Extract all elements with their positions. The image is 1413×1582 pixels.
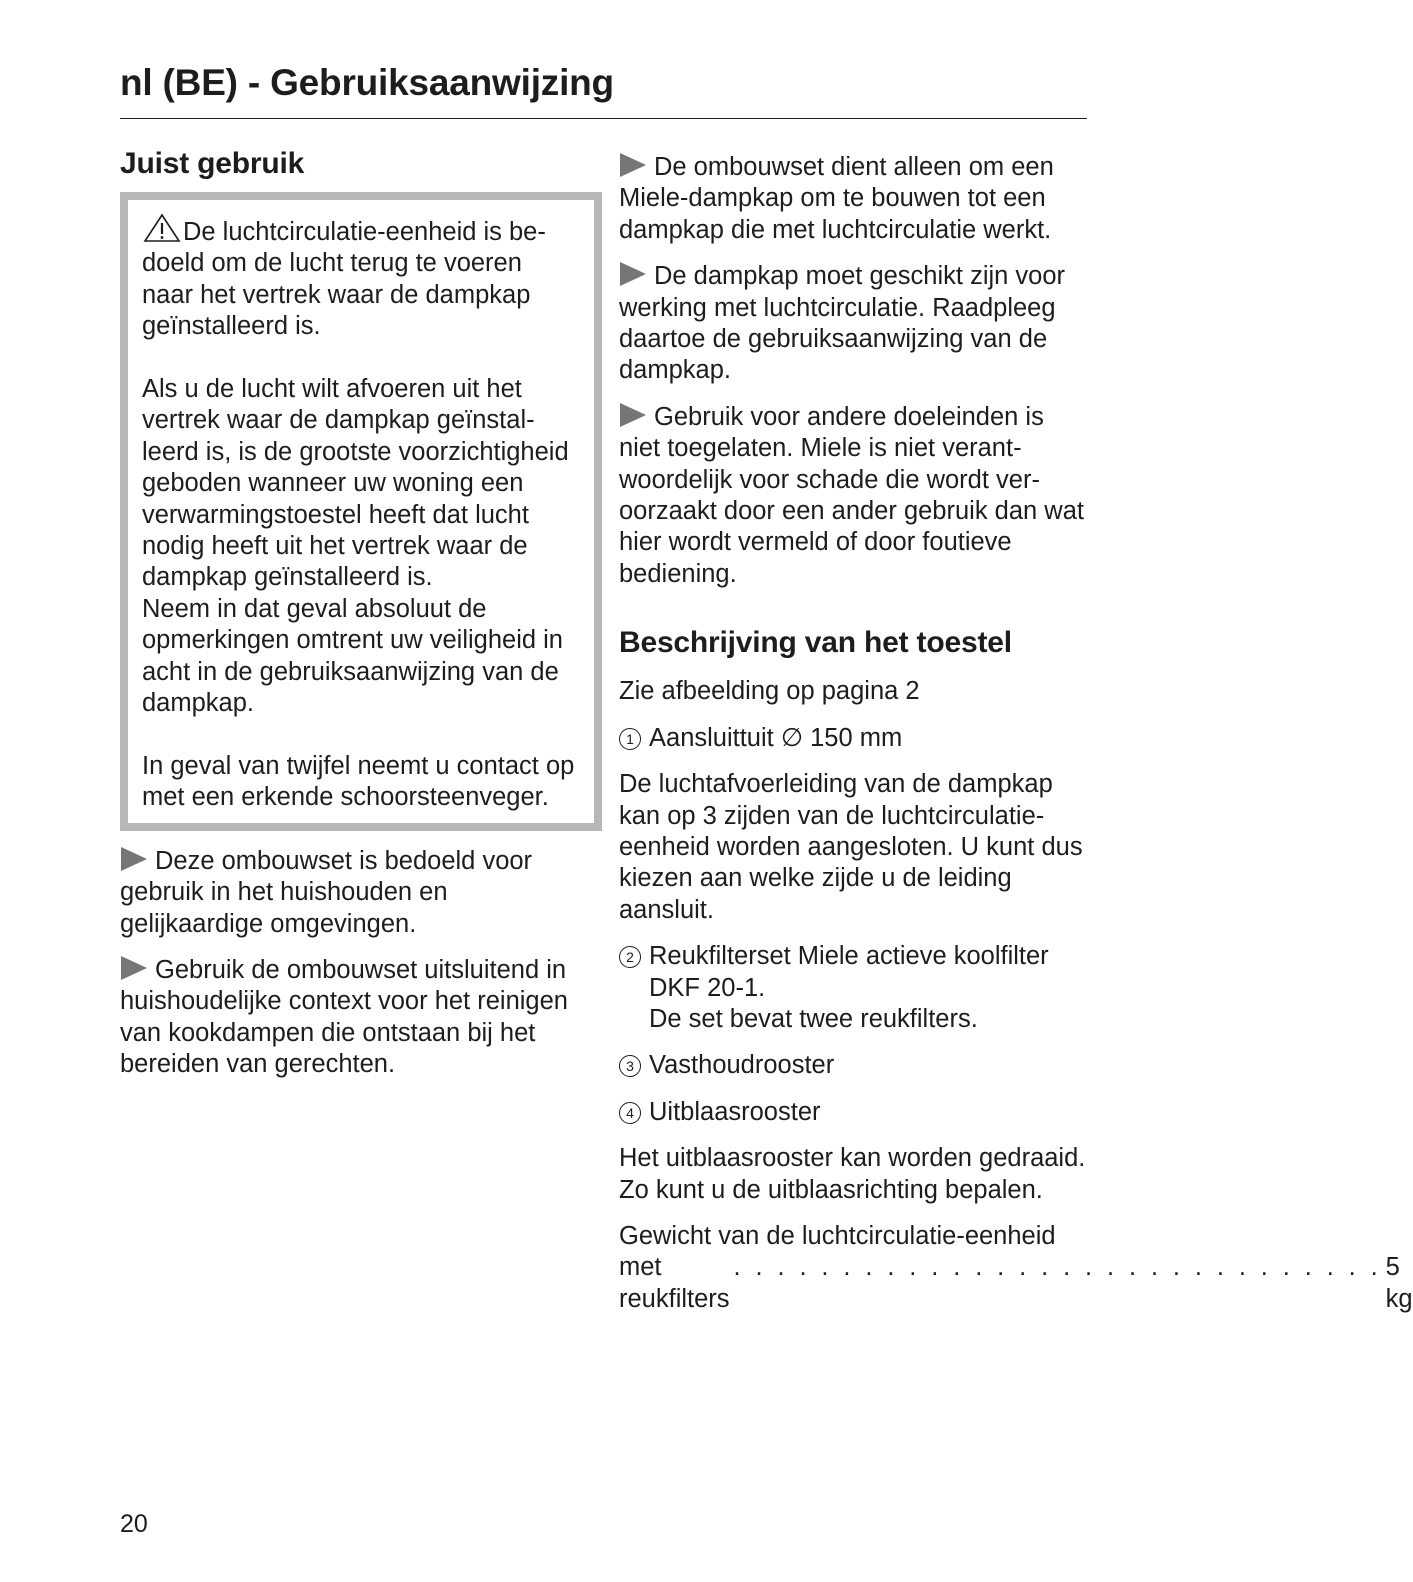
item-text: Reukfilterset Miele actieve koolfilter DKF 20-1.: [649, 942, 1049, 1002]
item-number-badge: 1: [619, 728, 641, 750]
bullet-paragraph: [619, 261, 1089, 387]
page-header: [120, 62, 1087, 119]
page-number: 20: [120, 1510, 148, 1538]
warning-paragraph-4: In geval van twijfel neemt u contact op met een erkende schoorsteenveger.: [142, 751, 575, 812]
description-paragraph: De luchtafvoerleiding van de dampkap kan op 3 zijden van de luchtcirculatie-eenheid worden aangesloten. U kunt dus kiezen aan welke zijde u de leiding aansluit.: [619, 770, 1083, 924]
arrow-bullet-icon: [619, 402, 647, 428]
arrow-bullet-icon: [120, 846, 148, 872]
item-number-badge: 4: [619, 1102, 641, 1124]
description-paragraph: Het uitblaasrooster kan worden gedraaid. Zo kunt u de uitblaasrichting bepalen.: [619, 1144, 1086, 1204]
bullet-text: De dampkap moet geschikt zijn voor werking met luchtcirculatie. Raadpleeg daartoe de gebruiksaanwijzing van de dampkap.: [619, 262, 1066, 385]
item-number-badge: 2: [619, 946, 641, 968]
warning-box: [120, 192, 602, 831]
item-subtext: De set bevat twee reukfilters.: [649, 1004, 978, 1033]
left-column: [120, 140, 590, 1096]
item-number-badge: 3: [619, 1055, 641, 1077]
section-heading-device-description: Beschrijving van het toestel: [619, 626, 1012, 660]
warning-triangle-icon: [142, 213, 182, 243]
bullet-text: Gebruik voor andere doeleinden is niet toegelaten. Miele is niet verantwoordelijk voor schade die wordt veroorzaakt door een ander gebruik dan wat hier wordt vermeld of door foutieve bediening.: [619, 402, 1084, 588]
arrow-bullet-icon: [120, 955, 148, 981]
weight-spec: [619, 1221, 1413, 1315]
bullet-paragraph: [619, 402, 1089, 590]
page-title: nl (BE) - Gebruiksaanwijzing: [120, 62, 614, 103]
see-figure-text: Zie afbeelding op pagina 2: [619, 677, 920, 706]
bullet-text: De ombouwset dient alleen om een Miele-dampkap om te bouwen tot een dampkap die met luchtcirculatie werkt.: [619, 153, 1054, 244]
right-column: [619, 152, 1413, 1330]
warning-paragraph-3: Neem in dat geval absoluut de opmerkingen omtrent uw veiligheid in acht in de gebruiksaanwijzing van de dampkap.: [142, 594, 563, 718]
bullet-paragraph: [120, 846, 590, 940]
bullet-text: Gebruik de ombouwset uitsluitend in huishoudelijke context voor het reinigen van kookdampen die ontstaan bij het bereiden van gerechten.: [120, 955, 568, 1079]
item-text: Aansluittuit ∅ 150 mm: [649, 723, 903, 752]
numbered-item: [619, 1050, 1089, 1081]
weight-value-line: [619, 1252, 1413, 1315]
item-text: Uitblaasrooster: [649, 1097, 821, 1126]
dot-leader: . . . . . . . . . . . . . . . . . . . . . . . . . . . . . .: [733, 1253, 1382, 1282]
numbered-item: [619, 723, 1089, 754]
arrow-bullet-icon: [619, 261, 647, 287]
arrow-bullet-icon: [619, 152, 647, 178]
warning-text-1: De luchtcirculatie-eenheid is bedoeld om de lucht terug te voeren naar het vertrek waar de dampkap geïnstalleerd is.: [142, 218, 546, 341]
warning-paragraph-1: [142, 213, 580, 343]
numbered-item: [619, 1097, 1089, 1128]
warning-paragraph-2: Als u de lucht wilt afvoeren uit het vertrek waar de dampkap geïnstalleerd is, is de grootste voorzichtigheid geboden wanneer uw woning een verwarmingstoestel heeft dat lucht nodig heeft uit het vertrek waar de dampkap geïnstalleerd is.: [142, 375, 569, 592]
weight-value: 5 kg: [1385, 1253, 1413, 1313]
weight-label: met reukfilters: [619, 1253, 730, 1313]
section-heading-correct-use: Juist gebruik: [120, 147, 305, 180]
bullet-paragraph: [619, 152, 1089, 246]
weight-label-line: Gewicht van de luchtcirculatie-eenheid: [619, 1221, 1056, 1250]
bullet-text: Deze ombouwset is bedoeld voor gebruik in het huishouden en gelijkaardige omgevingen.: [120, 846, 533, 938]
bullet-paragraph: [120, 955, 590, 1081]
item-text: Vasthoudrooster: [649, 1051, 835, 1080]
numbered-item: [619, 941, 1089, 1035]
